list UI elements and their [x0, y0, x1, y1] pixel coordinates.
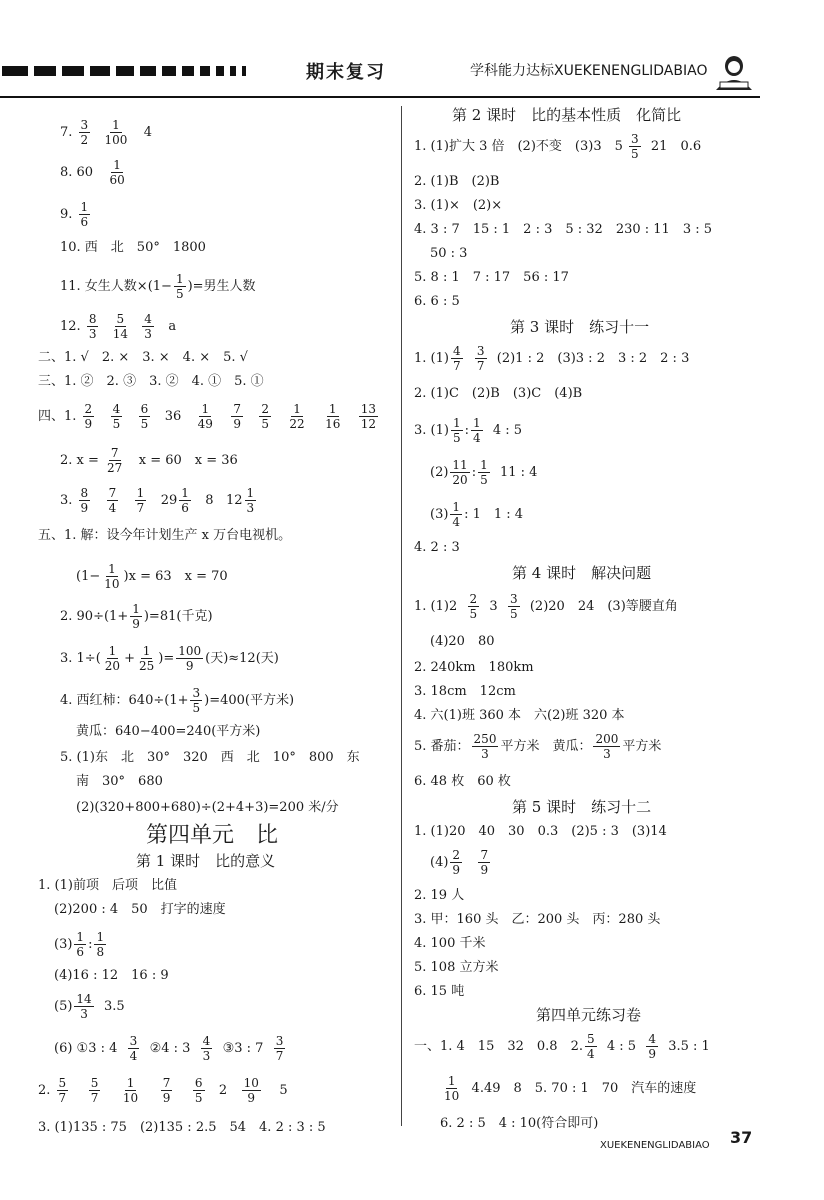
lesson-5-title: 第 5 课时 练习十二 [512, 798, 652, 816]
lesson2-q1: 1. (1)扩大 3 倍 (2)不变 (3)3 5 $\frac{3}{5}$ 21 0.6 [414, 132, 702, 161]
lesson1-q1: 1. (1)前项 后项 比值 [38, 878, 177, 893]
exam-q1b: $\frac{1}{10}$ 4.49 8 5. 70 : 1 70 汽车的速度 [444, 1074, 697, 1103]
lesson5-q1: 1. (1)20 40 30 0.3 (2)5 : 3 (3)14 [414, 824, 667, 839]
header-rule [0, 96, 760, 98]
lesson2-q6: 6. 6 : 5 [414, 294, 460, 309]
lesson4-q3: 3. 18cm 12cm [414, 684, 516, 699]
lesson3-q3-2: (2) $\frac{11}{20}$ : $\frac{1}{5}$ 11 : 4 [430, 458, 538, 487]
lesson-3-title: 第 3 课时 练习十一 [510, 318, 650, 336]
section-5-q1: 五、1. 解：设今年计划生产 x 万台电视机。 [38, 528, 292, 543]
header-title: 期末复习 [306, 62, 386, 83]
lesson5-q3: 3. 甲：160 头 乙：200 头 丙：280 头 [414, 912, 661, 927]
lesson1-q5: (5) $\frac{14}{3}$ 3.5 [54, 992, 125, 1021]
section-5-q1-eq: (1− $\frac{1}{10}$ )x = 63 x = 70 [76, 562, 228, 591]
column-divider [401, 106, 402, 1126]
answer-7: 7. $\frac{3}{2}$ $\frac{1}{100}$ 4 [60, 118, 153, 147]
lesson2-q4b: 50 : 3 [430, 246, 468, 261]
lesson4-q2: 2. 240km 180km [414, 660, 534, 675]
lesson1-q2-fracs: 2. $\frac{5}{7}$ $\frac{5}{7}$ $\frac{1}{10}$ $\frac{7}{9}$ $\frac{6}{5}$ 2 $\frac{10}{9}$ 5 [38, 1076, 288, 1105]
section-4-q2: 2. x = $\frac{7}{27}$ x = 60 x = 36 [60, 446, 238, 475]
lesson2-q3: 3. (1)× (2)× [414, 198, 503, 213]
lesson3-q1: 1. (1) $\frac{4}{7}$ $\frac{3}{7}$ (2)1 : 2 (3)3 : 2 3 : 2 2 : 3 [414, 344, 690, 373]
reader-figure-icon [712, 52, 756, 92]
page-header [0, 52, 824, 102]
lesson-4-title: 第 4 课时 解决问题 [512, 564, 652, 582]
lesson5-q4: 4. 100 千米 [414, 936, 486, 951]
section-5-q5a: 5. (1)东 北 30° 320 西 北 10° 800 东 [60, 750, 360, 765]
section-5-q5b: 南 30° 680 [76, 774, 163, 789]
section-4-q1: 四、1. $\frac{2}{9}$ $\frac{4}{5}$ $\frac{6}{5}$ 36 $\frac{1}{49}$ $\frac{7}{9}$ $\frac{2}{5}$ $\frac{1}{22}$ $\frac{1}{16}$ $\frac{13}{12}$ [38, 402, 377, 431]
lesson3-q3: 3. (1) $\frac{1}{5}$ : $\frac{1}{4}$ 4 : 5 [414, 416, 523, 445]
lesson1-q4: (4)16 : 12 16 : 9 [54, 968, 169, 983]
page-number: 37 [730, 1128, 753, 1147]
lesson1-q3: (3) $\frac{1}{6}$ : $\frac{1}{8}$ [54, 930, 105, 959]
lesson5-q2: 2. 19 人 [414, 888, 465, 903]
section-3: 三、1. ② 2. ③ 3. ② 4. ① 5. ① [38, 374, 264, 389]
lesson5-q6: 6. 15 吨 [414, 984, 465, 999]
lesson1-q2: (2)200 : 4 50 打字的速度 [54, 902, 226, 917]
section-4-q3: 3. $\frac{8}{9}$ $\frac{7}{4}$ $\frac{1}{7}$ 29 $\frac{1}{6}$ 8 12 $\frac{1}{3}$ [60, 486, 255, 515]
lesson-1-title: 第 1 课时 比的意义 [136, 852, 276, 870]
section-5-q4: 4. 西红柿：640÷(1+ $\frac{3}{5}$ )=400(平方米) [60, 686, 295, 715]
lesson1-q6: (6) ①3 : 4 $\frac{3}{4}$ ②4 : 3 $\frac{4}{3}$ ③3 : 7 $\frac{3}{7}$ [54, 1034, 284, 1063]
unit-title: 第四单元 比 [146, 823, 279, 848]
exam-q1: 一、1. 4 15 32 0.8 2. $\frac{5}{4}$ 4 : 5 $\frac{4}{9}$ 3.5 : 1 [414, 1032, 710, 1061]
section-2: 二、1. √ 2. × 3. × 4. × 5. √ [38, 350, 248, 365]
header-series: 学科能力达标XUEKENENGLIDABIAO [470, 63, 708, 79]
footer-brand: XUEKENENGLIDABIAO [600, 1140, 710, 1151]
answer-8: 8. 60 $\frac{1}{60}$ [60, 158, 125, 187]
lesson4-q1b: (4)20 80 [430, 634, 495, 649]
lesson4-q5: 5. 番茄： $\frac{250}{3}$ 平方米 黄瓜： $\frac{200}{3}$ 平方米 [414, 732, 662, 761]
lesson2-q4: 4. 3 : 7 15 : 1 2 : 3 5 : 32 230 : 11 3 : 5 [414, 222, 713, 237]
lesson4-q4: 4. 六(1)班 360 本 六(2)班 320 本 [414, 708, 625, 723]
unit-exam-title: 第四单元练习卷 [536, 1006, 642, 1024]
lesson4-q6: 6. 48 枚 60 枚 [414, 774, 511, 789]
section-5-q5c: (2)(320+800+680)÷(2+4+3)=200 米/分 [76, 800, 339, 815]
lesson3-q4: 4. 2 : 3 [414, 540, 460, 555]
header-dash-bar [2, 66, 246, 76]
answer-10: 10. 西 北 50° 1800 [60, 240, 206, 255]
lesson3-q2: 2. (1)C (2)B (3)C (4)B [414, 386, 583, 401]
lesson4-q1: 1. (1)2 $\frac{2}{5}$ 3 $\frac{3}{5}$ (2)20 24 (3)等腰直角 [414, 592, 678, 621]
lesson2-q5: 5. 8 : 1 7 : 17 56 : 17 [414, 270, 569, 285]
lesson5-q1b: (4) $\frac{2}{9}$ $\frac{7}{9}$ [430, 848, 489, 877]
lesson5-q5: 5. 108 立方米 [414, 960, 499, 975]
lesson3-q3-3: (3) $\frac{1}{4}$ : 1 1 : 4 [430, 500, 524, 529]
answer-12: 12. $\frac{8}{3}$ $\frac{5}{14}$ $\frac{4}{3}$ a [60, 312, 177, 341]
section-5-q4b: 黄瓜：640−400=240(平方米) [76, 724, 261, 739]
answer-9: 9. $\frac{1}{6}$ [60, 200, 89, 229]
lesson1-q3-4: 3. (1)135 : 75 (2)135 : 2.5 54 4. 2 : 3 : 5 [38, 1120, 326, 1135]
lesson-2-title: 第 2 课时 比的基本性质 化简比 [452, 106, 682, 124]
exam-q6: 6. 2 : 5 4 : 10(符合即可) [440, 1116, 599, 1131]
answer-11: 11. 女生人数×(1− $\frac{1}{5}$ )=男生人数 [60, 272, 256, 301]
section-5-q2: 2. 90÷(1+ $\frac{1}{9}$ )=81(千克) [60, 602, 213, 631]
lesson2-q2: 2. (1)B (2)B [414, 174, 500, 189]
section-5-q3: 3. 1÷( $\frac{1}{20}$ + $\frac{1}{25}$ )= $\frac{100}{9}$ (天)≈12(天) [60, 644, 279, 673]
